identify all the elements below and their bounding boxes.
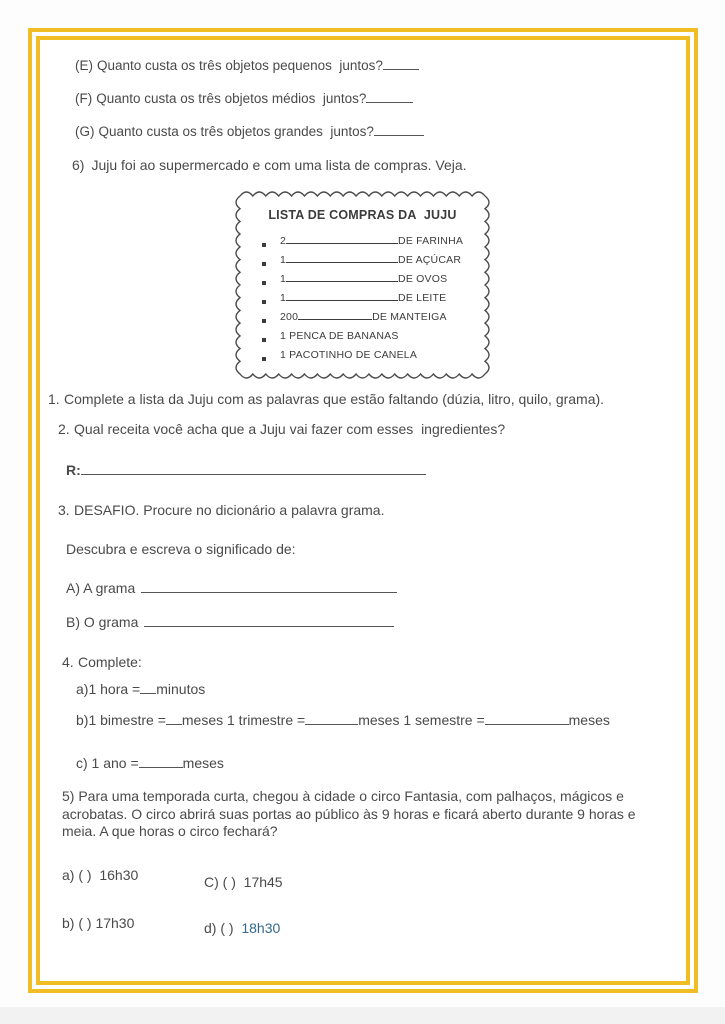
bullet-icon bbox=[262, 243, 266, 247]
task-3-number: 3. bbox=[58, 502, 70, 518]
item-blank bbox=[298, 311, 372, 320]
item-qty: 2 bbox=[280, 235, 287, 247]
answer-blank-e bbox=[383, 58, 419, 70]
discover-instruction: Descubra e escreva o significado de: bbox=[66, 541, 296, 557]
bullet-icon bbox=[262, 319, 266, 323]
task-4b-part4: meses bbox=[568, 712, 610, 728]
item-qty: 1 bbox=[280, 273, 287, 285]
question-g bbox=[75, 124, 686, 140]
shopping-list-box bbox=[235, 191, 490, 379]
task-4c-line bbox=[76, 755, 686, 772]
task-1 bbox=[48, 391, 686, 408]
question-f-text: Quanto custa os três objetos médios juntos? bbox=[96, 91, 367, 106]
answer-blank-r bbox=[81, 463, 426, 475]
question-6-text: Juju foi ao supermercado e com uma lista de compras. Veja. bbox=[91, 157, 467, 173]
item-blank bbox=[286, 254, 398, 263]
list-item bbox=[262, 235, 476, 254]
task-4-number: 4. bbox=[62, 654, 74, 670]
shopping-list-title: LISTA DE COMPRAS DA JUJU bbox=[268, 208, 457, 222]
item-blank bbox=[286, 273, 398, 282]
meaning-a-label: A) A grama bbox=[66, 580, 136, 596]
task-4 bbox=[62, 654, 686, 671]
answer-line bbox=[66, 462, 686, 478]
question-5-options bbox=[62, 867, 686, 937]
item-unit: DE LEITE bbox=[398, 292, 447, 304]
bullet-icon bbox=[262, 300, 266, 304]
shopping-list-items bbox=[235, 222, 490, 368]
task-3-text: DESAFIO. Procure no dicionário a palavra grama. bbox=[74, 502, 385, 518]
option-b: b) ( ) 17h30 bbox=[62, 914, 135, 931]
meaning-b-label: B) O grama bbox=[66, 614, 139, 630]
answer-blank-f bbox=[366, 91, 413, 103]
list-item bbox=[262, 273, 476, 292]
task-4b-blank1 bbox=[166, 713, 182, 725]
option-c: C) ( ) 17h45 bbox=[204, 873, 283, 890]
page-bottom-shadow bbox=[0, 1007, 725, 1024]
task-2-number: 2. bbox=[58, 421, 70, 437]
answer-blank-g bbox=[374, 124, 424, 136]
task-1-number: 1. bbox=[48, 391, 60, 407]
task-4b-blank2 bbox=[305, 713, 358, 725]
item-blank bbox=[286, 235, 398, 244]
task-4a-post: minutos bbox=[156, 681, 206, 697]
list-item bbox=[262, 292, 476, 311]
question-e-text: Quanto custa os três objetos pequenos juntos? bbox=[97, 58, 383, 73]
task-4b-part1: b)1 bimestre = bbox=[76, 712, 166, 728]
page-border-frame bbox=[28, 28, 698, 993]
task-4c-pre: c) 1 ano = bbox=[76, 755, 139, 771]
task-4-text: Complete: bbox=[78, 654, 142, 670]
task-1-text: Complete a lista da Juju com as palavras que estão faltando (dúzia, litro, quilo, grama). bbox=[64, 391, 605, 407]
task-4b-part2: meses 1 trimestre = bbox=[181, 712, 306, 728]
bullet-icon bbox=[262, 262, 266, 266]
question-f bbox=[75, 91, 686, 107]
question-e bbox=[75, 58, 686, 74]
item-unit: DE OVOS bbox=[398, 273, 448, 285]
task-4a-blank bbox=[140, 682, 156, 694]
list-item bbox=[262, 349, 476, 368]
item-unit: DE MANTEIGA bbox=[372, 311, 447, 323]
task-4a-pre: a)1 hora = bbox=[76, 681, 141, 697]
meaning-a-line bbox=[66, 580, 686, 597]
item-qty: 200 bbox=[280, 311, 299, 323]
question-e-label: (E) bbox=[75, 58, 93, 73]
task-4c-blank bbox=[139, 756, 183, 768]
page-content bbox=[40, 40, 686, 937]
option-a: a) ( ) 16h30 bbox=[62, 866, 139, 883]
bullet-icon bbox=[262, 281, 266, 285]
question-5-text: 5) Para uma temporada curta, chegou à cidade o circo Fantasia, com palhaços, mágicos e acrobatas. O circo abrirá suas portas ao público às 9 horas e ficará aberto durante 9 horas e meia. A que horas o circo fechará? bbox=[62, 788, 636, 839]
question-g-label: (G) bbox=[75, 124, 95, 139]
item-unit: DE FARINHA bbox=[398, 235, 464, 247]
task-4b-blank3 bbox=[485, 713, 569, 725]
task-3 bbox=[58, 502, 686, 519]
question-6 bbox=[72, 157, 686, 174]
question-f-label: (F) bbox=[75, 91, 93, 106]
task-2 bbox=[58, 421, 686, 438]
task-4b-line bbox=[76, 712, 686, 729]
meaning-b-line bbox=[66, 614, 686, 631]
question-6-label: 6) bbox=[72, 157, 85, 173]
meaning-b-blank bbox=[144, 615, 394, 627]
item-text: 1 PACOTINHO DE CANELA bbox=[280, 349, 418, 361]
item-qty: 1 bbox=[280, 254, 287, 266]
question-g-text: Quanto custa os três objetos grandes juntos? bbox=[98, 124, 374, 139]
bullet-icon bbox=[262, 357, 266, 361]
option-d-time: 18h30 bbox=[241, 919, 281, 936]
task-4b-part3: meses 1 semestre = bbox=[358, 712, 485, 728]
item-blank bbox=[286, 292, 398, 301]
meaning-a-blank bbox=[141, 581, 397, 593]
task-2-text: Qual receita você acha que a Juju vai fazer com esses ingredientes? bbox=[74, 421, 506, 437]
task-4c-post: meses bbox=[182, 755, 224, 771]
item-qty: 1 bbox=[280, 292, 287, 304]
answer-prefix: R: bbox=[66, 462, 81, 478]
item-unit: DE AÇÚCAR bbox=[398, 254, 462, 266]
list-item bbox=[262, 254, 476, 273]
task-4a-line bbox=[76, 681, 686, 698]
option-d-label: d) ( ) bbox=[204, 919, 242, 936]
item-text: 1 PENCA DE BANANAS bbox=[280, 330, 399, 342]
option-d bbox=[204, 915, 283, 937]
bullet-icon bbox=[262, 338, 266, 342]
list-item bbox=[262, 330, 476, 349]
list-item bbox=[262, 311, 476, 330]
